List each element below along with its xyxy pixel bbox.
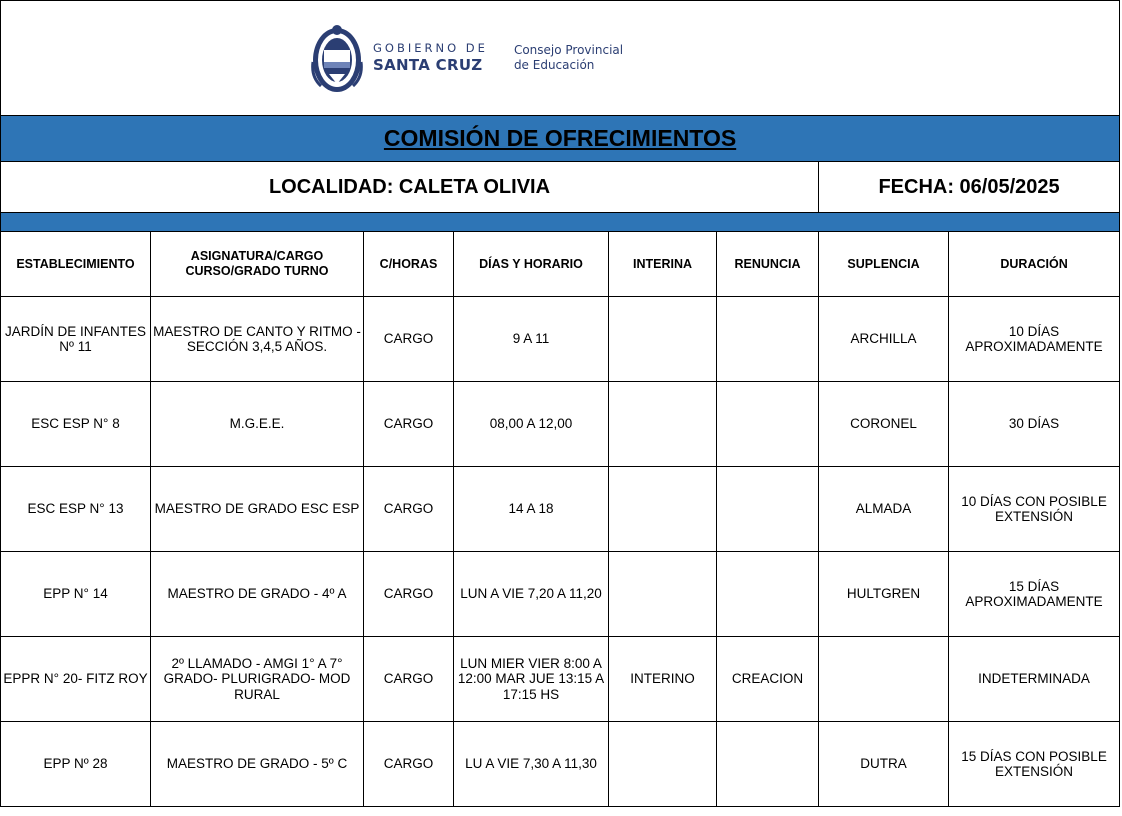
cell-choras: CARGO (364, 722, 454, 807)
logo-row (1, 1, 1120, 116)
cell-renuncia (717, 552, 819, 637)
cell-dias-horario: LUN MIER VIER 8:00 A 12:00 MAR JUE 13:15 A 17:15 HS (454, 637, 609, 722)
table-row (1, 637, 1120, 722)
cell-dias-horario: LUN A VIE 7,20 A 11,20 (454, 552, 609, 637)
separator-cell (1, 213, 1120, 232)
header-duracion: DURACIÓN (949, 232, 1120, 297)
cell-establecimiento: EPPR N° 20- FITZ ROY (1, 637, 151, 722)
cell-choras: CARGO (364, 297, 454, 382)
locality-row (1, 162, 1120, 213)
cell-suplencia (819, 637, 949, 722)
header-asignatura: ASIGNATURA/CARGO CURSO/GRADO TURNO (151, 232, 364, 297)
cell-suplencia: CORONEL (819, 382, 949, 467)
title-row (1, 116, 1120, 162)
institution-logo (1, 1, 1119, 115)
header-interina: INTERINA (609, 232, 717, 297)
cell-suplencia: ARCHILLA (819, 297, 949, 382)
table-row (1, 467, 1120, 552)
consejo-line1: Consejo Provincial (513, 43, 624, 57)
table-row (1, 552, 1120, 637)
cell-duracion: INDETERMINADA (949, 637, 1120, 722)
cell-choras: CARGO (364, 637, 454, 722)
table-header-row (1, 232, 1120, 297)
cell-suplencia: DUTRA (819, 722, 949, 807)
cell-asignatura: MAESTRO DE GRADO - 5º C (151, 722, 364, 807)
cell-renuncia: CREACION (717, 637, 819, 722)
cell-establecimiento: ESC ESP N° 13 (1, 467, 151, 552)
cell-renuncia (717, 297, 819, 382)
cell-asignatura: MAESTRO DE GRADO - 4º A (151, 552, 364, 637)
cell-asignatura: 2º LLAMADO - AMGI 1° A 7° GRADO- PLURIGRADO- MOD RURAL (151, 637, 364, 722)
cell-suplencia: ALMADA (819, 467, 949, 552)
cell-interina (609, 722, 717, 807)
cell-asignatura: MAESTRO DE CANTO Y RITMO - SECCIÓN 3,4,5 AÑOS. (151, 297, 364, 382)
document-title: COMISIÓN DE OFRECIMIENTOS (383, 125, 737, 151)
cell-interina: INTERINO (609, 637, 717, 722)
cell-choras: CARGO (364, 467, 454, 552)
consejo-wordmark (514, 43, 623, 73)
localidad-cell: LOCALIDAD: CALETA OLIVIA (1, 162, 819, 213)
logo-cell (1, 1, 1120, 116)
cell-interina (609, 552, 717, 637)
gobierno-line1: GOBIERNO DE (373, 41, 488, 56)
cell-duracion: 30 DÍAS (949, 382, 1120, 467)
cell-dias-horario: LU A VIE 7,30 A 11,30 (454, 722, 609, 807)
header-choras: C/HORAS (364, 232, 454, 297)
separator-band (1, 213, 1120, 232)
cell-asignatura: MAESTRO DE GRADO ESC ESP (151, 467, 364, 552)
cell-duracion: 10 DÍAS APROXIMADAMENTE (949, 297, 1120, 382)
table-row (1, 297, 1120, 382)
cell-establecimiento: EPP N° 14 (1, 552, 151, 637)
title-cell (1, 116, 1120, 162)
cell-dias-horario: 08,00 A 12,00 (454, 382, 609, 467)
cell-establecimiento: JARDÍN DE INFANTES Nº 11 (1, 297, 151, 382)
cell-duracion: 10 DÍAS CON POSIBLE EXTENSIÓN (949, 467, 1120, 552)
cell-dias-horario: 14 A 18 (454, 467, 609, 552)
santa-cruz-crest-icon (311, 22, 363, 94)
header-dias-horario: DÍAS Y HORARIO (454, 232, 609, 297)
cell-duracion: 15 DÍAS APROXIMADAMENTE (949, 552, 1120, 637)
table-row (1, 382, 1120, 467)
cell-renuncia (717, 467, 819, 552)
cell-duracion: 15 DÍAS CON POSIBLE EXTENSIÓN (949, 722, 1120, 807)
cell-establecimiento: EPP Nº 28 (1, 722, 151, 807)
header-suplencia: SUPLENCIA (819, 232, 949, 297)
table-row (1, 722, 1120, 807)
cell-interina (609, 382, 717, 467)
cell-suplencia: HULTGREN (819, 552, 949, 637)
gobierno-wordmark (373, 43, 488, 73)
cell-interina (609, 467, 717, 552)
fecha-cell: FECHA: 06/05/2025 (819, 162, 1120, 213)
cell-renuncia (717, 382, 819, 467)
cell-establecimiento: ESC ESP N° 8 (1, 382, 151, 467)
cell-interina (609, 297, 717, 382)
header-renuncia: RENUNCIA (717, 232, 819, 297)
header-establecimiento: ESTABLECIMIENTO (1, 232, 151, 297)
cell-dias-horario: 9 A 11 (454, 297, 609, 382)
cell-renuncia (717, 722, 819, 807)
cell-choras: CARGO (364, 552, 454, 637)
cell-choras: CARGO (364, 382, 454, 467)
gobierno-line2: SANTA CRUZ (373, 55, 483, 74)
consejo-line2: de Educación (513, 58, 595, 72)
cell-asignatura: M.G.E.E. (151, 382, 364, 467)
